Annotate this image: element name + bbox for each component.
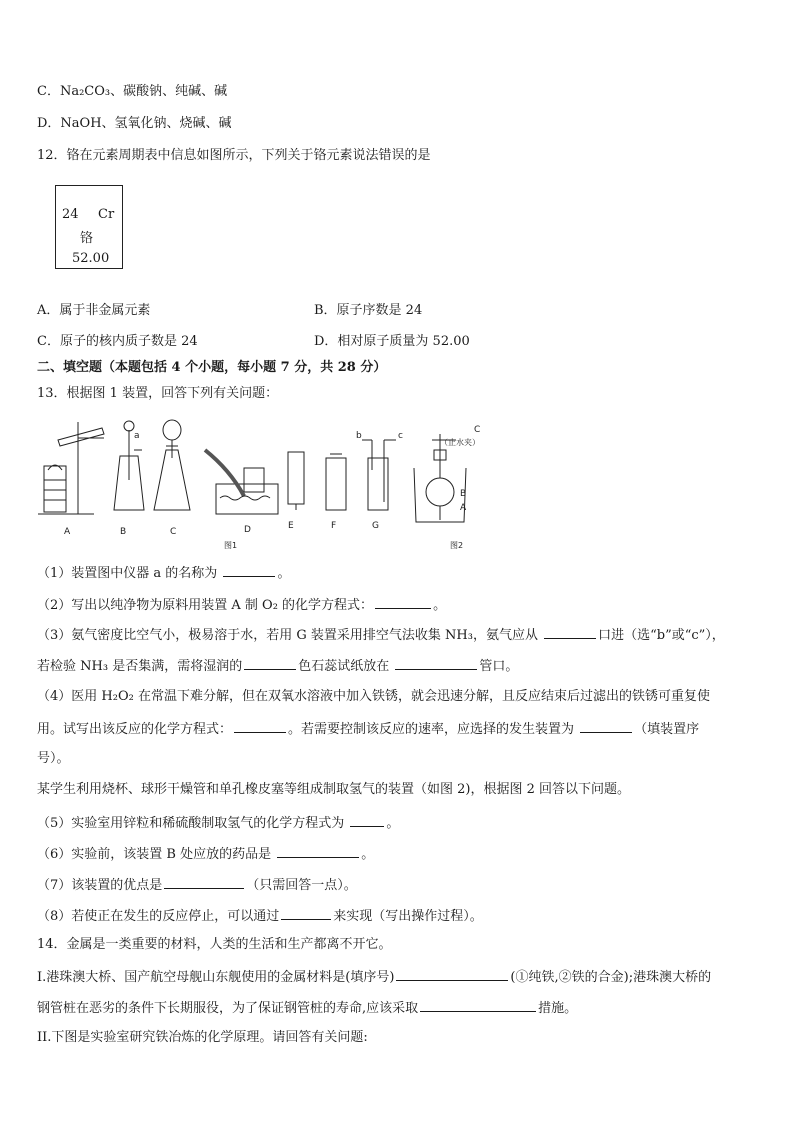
port-b: b: [356, 431, 362, 441]
q13-p4a: （4）医用 H₂O₂ 在常温下难分解，但在双氧水溶液中加入铁锈，就会迅速分解，且反应结束后过滤出的铁锈可重复使: [37, 689, 710, 704]
q13-p4c: 号）。: [37, 751, 70, 766]
label-c: C: [170, 527, 177, 537]
answer-blank[interactable]: [164, 876, 244, 889]
q12-option-c: C．原子的核内质子数是 24: [37, 334, 198, 349]
label-f: F: [331, 521, 337, 531]
answer-blank[interactable]: [544, 626, 596, 639]
element-number: 24: [62, 207, 79, 222]
fig2-label-a: A: [460, 503, 467, 513]
port-c: c: [398, 431, 403, 441]
answer-blank[interactable]: [281, 907, 331, 920]
answer-blank[interactable]: [420, 999, 536, 1012]
answer-blank[interactable]: [277, 845, 359, 858]
q13-p6: （6）实验前，该装置 B 处应放的药品是 。: [37, 847, 375, 862]
q14-part-i-line2: 钢管桩在恶劣的条件下长期服役，为了保证钢管桩的寿命,应该采取 措施。: [37, 1001, 578, 1016]
q13-p5: （5）实验室用锌粒和稀硫酸制取氢气的化学方程式为 。: [37, 816, 400, 831]
q13-p8: （8）若使正在发生的反应停止，可以通过 来实现（写出操作过程）。: [37, 909, 483, 924]
answer-blank[interactable]: [223, 564, 275, 577]
label-b: B: [120, 527, 127, 537]
apparatus-figure: [30, 410, 500, 555]
q14-part-i-line1: I.港珠澳大桥、国产航空母舰山东舰使用的金属材料是(填序号) (①纯铁,②铁的合金);港珠澳大桥的: [37, 970, 712, 985]
answer-blank[interactable]: [580, 720, 632, 733]
q13-p3a: （3）氨气密度比空气小，极易溶于水，若用 G 装置采用排空气法收集 NH₃，氨气应从 口进（选“b”或“c”），: [37, 628, 725, 643]
answer-blank[interactable]: [234, 720, 286, 733]
answer-blank[interactable]: [396, 968, 508, 981]
fig1-caption: 图1: [224, 541, 238, 550]
label-d: D: [244, 525, 251, 535]
answer-blank[interactable]: [395, 657, 477, 670]
q13-p3b: 若检验 NH₃ 是否集满，需将湿润的 色石蕊试纸放在 管口。: [37, 659, 519, 674]
fig2-clip-label: C: [474, 425, 481, 435]
q11-option-d: D．NaOH、氢氧化钠、烧碱、碱: [37, 116, 232, 131]
q14-stem: 14．金属是一类重要的材料，人类的生活和生产都离不开它。: [37, 937, 392, 952]
q14-part-ii: II.下图是实验室研究铁冶炼的化学原理。请回答有关问题:: [37, 1030, 368, 1045]
q12-option-d: D．相对原子质量为 52.00: [314, 334, 470, 349]
q13-p7: （7）该装置的优点是 （只需回答一点）。: [37, 878, 357, 893]
q12-option-b: B．原子序数是 24: [314, 303, 423, 318]
q11-option-c: C．Na₂CO₃、碳酸钠、纯碱、碱: [37, 84, 228, 99]
q13-p1: （1）装置图中仪器 a 的名称为 。: [37, 566, 291, 581]
fig2-clip-note: （止水夹）: [440, 438, 480, 447]
element-name: 铬: [80, 231, 94, 246]
q12-stem: 12．铬在元素周期表中信息如图所示，下列关于铬元素说法错误的是: [37, 148, 431, 163]
section-heading: 二、填空题（本题包括 4 个小题，每小题 7 分，共 28 分）: [37, 360, 387, 375]
element-mass: 52.00: [72, 251, 110, 266]
q13-intro2: 某学生利用烧杯、球形干燥管和单孔橡皮塞等组成制取氢气的装置（如图 2)，根据图 2 回答以下问题。: [37, 782, 631, 797]
q13-stem: 13．根据图 1 装置，回答下列有关问题：: [37, 386, 279, 401]
answer-blank[interactable]: [350, 814, 384, 827]
fig2-caption: 图2: [450, 541, 464, 550]
q13-p2: （2）写出以纯净物为原料用装置 A 制 O₂ 的化学方程式： 。: [37, 598, 447, 613]
funnel-label-a: a: [134, 431, 140, 441]
label-a: A: [64, 527, 71, 537]
answer-blank[interactable]: [375, 596, 431, 609]
answer-blank[interactable]: [244, 657, 296, 670]
q12-option-a: A．属于非金属元素: [37, 303, 151, 318]
label-e: E: [288, 521, 294, 531]
q13-p4b: 用。试写出该反应的化学方程式： 。若需要控制该反应的速率，应选择的发生装置为 （填装置序: [37, 722, 700, 737]
label-g: G: [372, 521, 379, 531]
fig2-label-b: B: [460, 489, 467, 499]
element-symbol: Cr: [98, 207, 115, 222]
